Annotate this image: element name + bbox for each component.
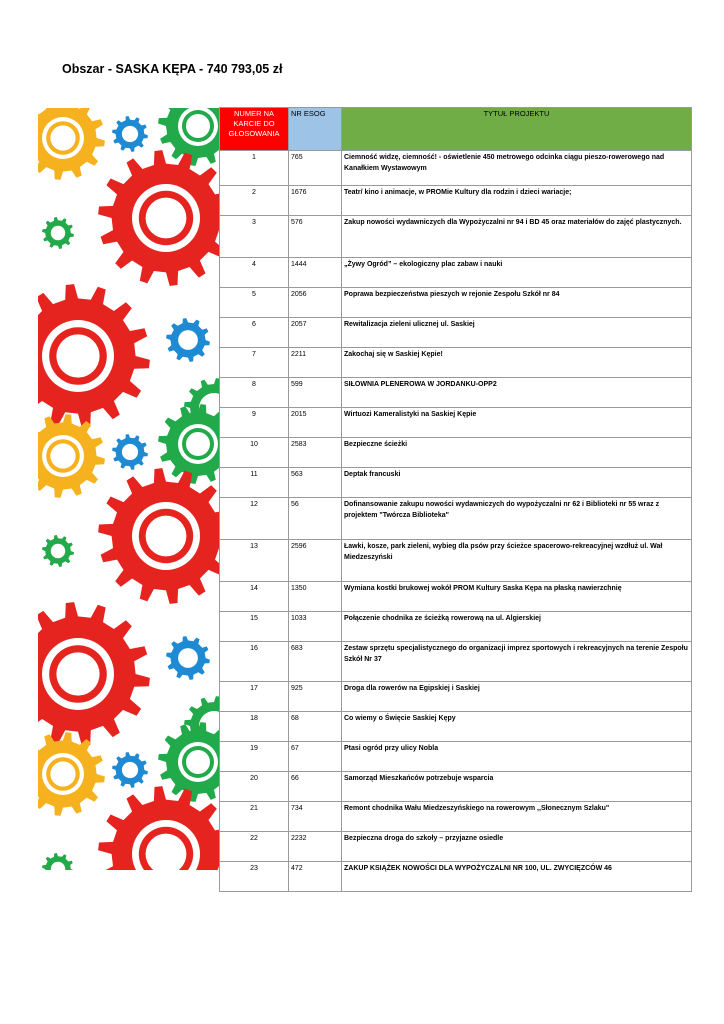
row-number: 21 [220, 802, 289, 832]
row-project-title: Teatr/ kino i animacje, w PROMie Kultury dla rodzin i dzieci wariacje; [342, 186, 692, 216]
row-number: 22 [220, 832, 289, 862]
blue-gear-icon [166, 636, 210, 680]
table-row [220, 438, 692, 468]
blue-gear-icon [112, 752, 148, 788]
row-esog-number: 765 [289, 151, 342, 186]
large-red-gear-icon [38, 284, 150, 428]
row-project-title: Poprawa bezpieczeństwa pieszych w rejonie Zespołu Szkół nr 84 [342, 288, 692, 318]
row-project-title: Dofinansowanie zakupu nowości wydawniczych do wypożyczalni nr 62 i Biblioteki nr 55 wraz z projektem "Twórcza Biblioteka" [342, 498, 692, 540]
gears-illustration-icon [38, 108, 220, 870]
row-esog-number: 734 [289, 802, 342, 832]
row-number: 12 [220, 498, 289, 540]
row-project-title: Deptak francuski [342, 468, 692, 498]
row-number: 3 [220, 216, 289, 258]
row-esog-number: 1033 [289, 612, 342, 642]
row-project-title: Rewitalizacja zieleni ulicznej ul. Saskiej [342, 318, 692, 348]
red-gear-icon [98, 150, 220, 286]
row-project-title: Zakochaj się w Saskiej Kępie! [342, 348, 692, 378]
yellow-gear-icon [38, 414, 105, 498]
row-esog-number: 563 [289, 468, 342, 498]
yellow-gear-icon [38, 108, 105, 180]
table-row [220, 832, 692, 862]
row-esog-number: 2596 [289, 540, 342, 582]
row-project-title: Połączenie chodnika ze ścieżką rowerową na ul. Algierskiej [342, 612, 692, 642]
row-number: 23 [220, 862, 289, 892]
row-esog-number: 576 [289, 216, 342, 258]
row-number: 9 [220, 408, 289, 438]
row-project-title: ZAKUP KSIĄŻEK NOWOŚCI DLA WYPOŻYCZALNI NR 100, UL. ZWYCIĘZCÓW 46 [342, 862, 692, 892]
row-project-title: Ptasi ogród przy ulicy Nobla [342, 742, 692, 772]
blue-gear-icon [166, 318, 210, 362]
row-project-title: „Żywy Ogród” – ekologiczny plac zabaw i nauki [342, 258, 692, 288]
green-gear-icon [158, 404, 220, 484]
row-esog-number: 2583 [289, 438, 342, 468]
row-esog-number: 2015 [289, 408, 342, 438]
row-number: 13 [220, 540, 289, 582]
table-row [220, 408, 692, 438]
table-row [220, 216, 692, 258]
row-esog-number: 2056 [289, 288, 342, 318]
small-green-gear-icon [42, 535, 74, 567]
table-row [220, 802, 692, 832]
column-header-number: NUMER NA KARCIE DO GŁOSOWANIA [220, 108, 289, 151]
row-number: 14 [220, 582, 289, 612]
page-title: Obszar - SASKA KĘPA - 740 793,05 zł [62, 62, 283, 76]
row-number: 5 [220, 288, 289, 318]
row-esog-number: 67 [289, 742, 342, 772]
red-gear-icon [98, 786, 220, 870]
row-project-title: Samorząd Mieszkańców potrzebuje wsparcia [342, 772, 692, 802]
row-project-title: Bezpieczne ścieżki [342, 438, 692, 468]
column-header-esog: NR ESOG [289, 108, 342, 151]
row-project-title: Co wiemy o Święcie Saskiej Kępy [342, 712, 692, 742]
table-row [220, 682, 692, 712]
row-project-title: SIŁOWNIA PLENEROWA W JORDANKU-OPP2 [342, 378, 692, 408]
row-project-title: Zakup nowości wydawniczych dla Wypożyczalni nr 94 i BD 45 oraz materiałów do zajęć plastycznych. [342, 216, 692, 258]
table-row [220, 151, 692, 186]
row-esog-number: 68 [289, 712, 342, 742]
table-row [220, 318, 692, 348]
row-esog-number: 1444 [289, 258, 342, 288]
row-number: 17 [220, 682, 289, 712]
row-project-title: Wymiana kostki brukowej wokół PROM Kultury Saska Kępa na płaską nawierzchnię [342, 582, 692, 612]
table-row [220, 612, 692, 642]
row-esog-number: 1350 [289, 582, 342, 612]
table-row [220, 742, 692, 772]
row-number: 20 [220, 772, 289, 802]
red-gear-icon [98, 468, 220, 604]
table-row [220, 862, 692, 892]
row-project-title: Ławki, kosze, park zieleni, wybieg dla psów przy ścieżce spacerowo-rekreacyjnej wzdłuż ul. Wał Miedzeszyński [342, 540, 692, 582]
row-project-title: Remont chodnika Wału Miedzeszyńskiego na rowerowym ,,Słonecznym Szlaku" [342, 802, 692, 832]
table-row [220, 540, 692, 582]
row-esog-number: 1676 [289, 186, 342, 216]
table-row [220, 378, 692, 408]
row-esog-number: 2057 [289, 318, 342, 348]
row-number: 19 [220, 742, 289, 772]
row-number: 16 [220, 642, 289, 682]
column-header-title: TYTUŁ PROJEKTU [342, 108, 692, 151]
table-row [220, 348, 692, 378]
row-number: 10 [220, 438, 289, 468]
row-number: 18 [220, 712, 289, 742]
row-number: 4 [220, 258, 289, 288]
table-row [220, 772, 692, 802]
row-esog-number: 472 [289, 862, 342, 892]
row-esog-number: 599 [289, 378, 342, 408]
row-number: 15 [220, 612, 289, 642]
table-row [220, 186, 692, 216]
row-esog-number: 683 [289, 642, 342, 682]
table-row [220, 288, 692, 318]
small-green-gear-icon [42, 853, 74, 870]
row-number: 11 [220, 468, 289, 498]
large-red-gear-icon [38, 602, 150, 746]
row-esog-number: 66 [289, 772, 342, 802]
table-row [220, 498, 692, 540]
row-esog-number: 56 [289, 498, 342, 540]
row-number: 8 [220, 378, 289, 408]
row-project-title: Bezpieczna droga do szkoły – przyjazne osiedle [342, 832, 692, 862]
yellow-gear-icon [38, 732, 105, 816]
green-gear-icon [158, 722, 220, 802]
table-row [220, 258, 692, 288]
row-esog-number: 2211 [289, 348, 342, 378]
row-number: 7 [220, 348, 289, 378]
row-number: 1 [220, 151, 289, 186]
row-number: 6 [220, 318, 289, 348]
blue-gear-icon [112, 434, 148, 470]
blue-gear-icon [112, 116, 148, 152]
small-green-gear-icon [42, 217, 74, 249]
row-number: 2 [220, 186, 289, 216]
table-row [220, 712, 692, 742]
row-project-title: Zestaw sprzętu specjalistycznego do organizacji imprez sportowych i rekreacyjnych na terenie Zespołu Szkół Nr 37 [342, 642, 692, 682]
row-project-title: Wirtuozi Kameralistyki na Saskiej Kępie [342, 408, 692, 438]
table-row [220, 468, 692, 498]
projects-table [219, 107, 692, 892]
row-project-title: Ciemność widzę, ciemność! - oświetlenie 450 metrowego odcinka ciągu pieszo-rowerowego nad Kanałkiem Wystawowym [342, 151, 692, 186]
table-row [220, 582, 692, 612]
row-esog-number: 925 [289, 682, 342, 712]
table-header-row [220, 108, 692, 151]
table-row [220, 642, 692, 682]
row-project-title: Droga dla rowerów na Egipskiej i Saskiej [342, 682, 692, 712]
row-esog-number: 2232 [289, 832, 342, 862]
